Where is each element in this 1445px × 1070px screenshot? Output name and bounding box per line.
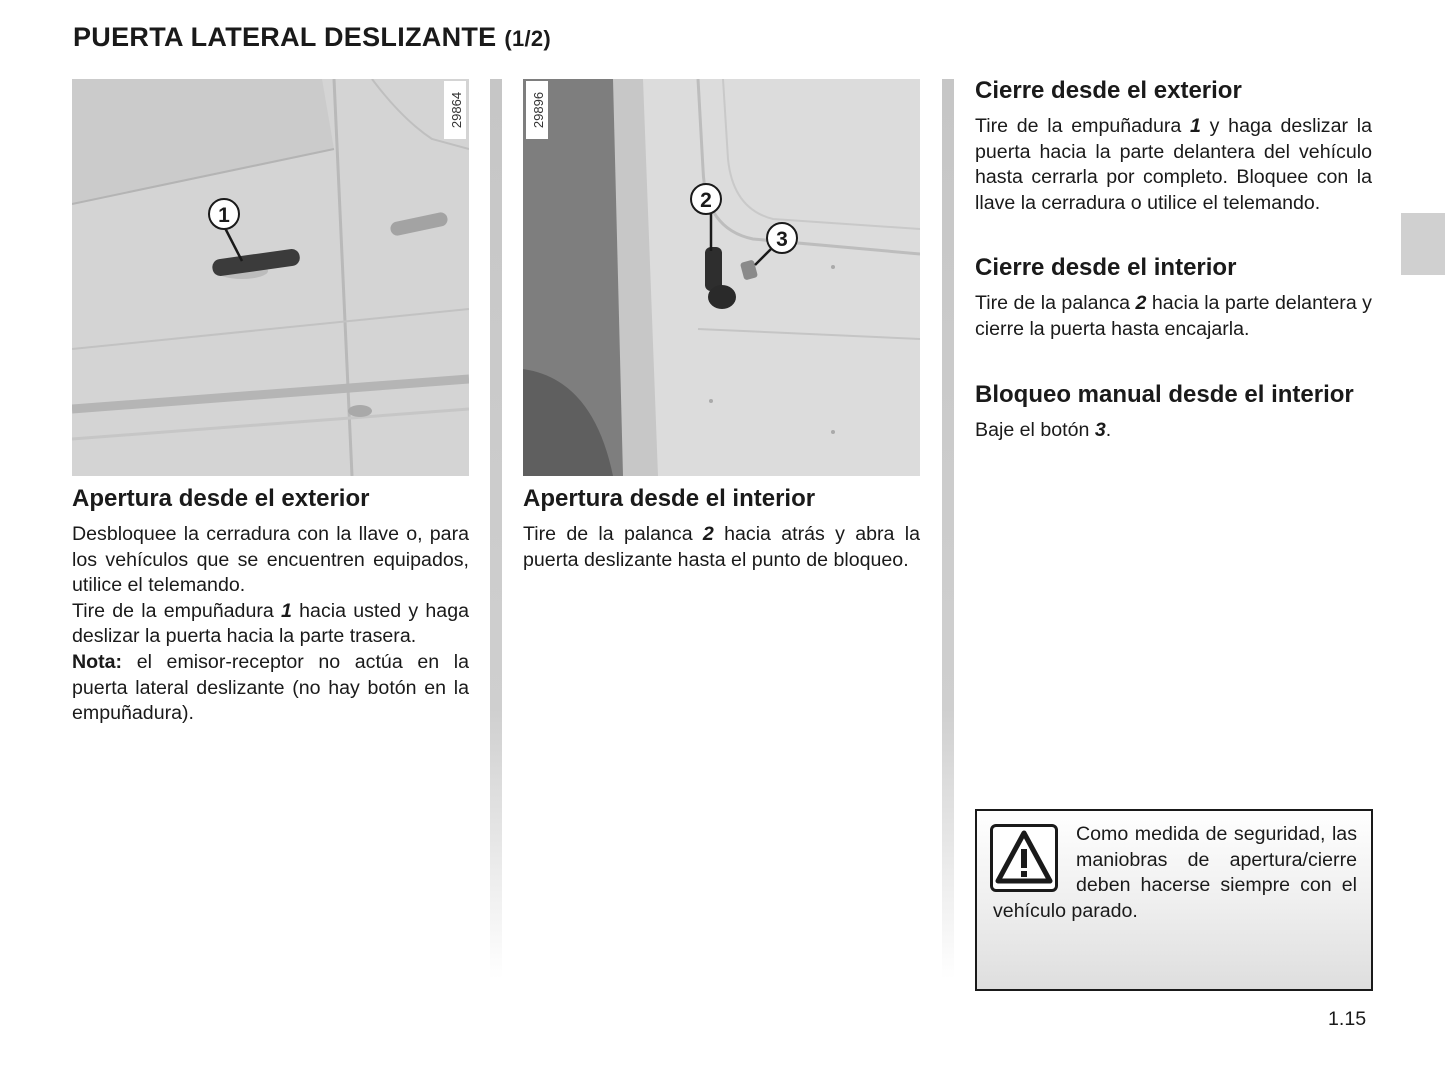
figure-ref-left: 29864 [449,91,464,129]
body-apertura-interior [523,522,920,573]
figure-ref-middle: 29896 [531,91,546,129]
column-divider-left [490,79,502,979]
heading-apertura-interior: Apertura desde el interior [523,485,816,512]
warning-text: Como medida de seguridad, las maniobras de apertura/cierre deben hacerse siempre con el vehículo parado. [993,823,1357,922]
page-title [73,22,551,53]
column-divider-right [942,79,954,979]
body-bloqueo-manual: Baje el botón 3. [975,418,1112,441]
note-label: Nota: [72,650,123,673]
body-cierre-interior: Tire de la palanca 2 hacia la parte delantera y cierre la puerta hasta encajarla. [975,292,1372,340]
ref-number: 3 [1094,418,1106,441]
callout-3: 3 [776,228,788,251]
ref-number: 1 [1190,115,1201,137]
body-apertura-exterior [72,522,469,727]
note-paragraph: Nota: el emisor-receptor no actúa en la puerta lateral deslizante (no hay botón en la empuñadura). [72,650,469,725]
paragraph: Tire de la empuñadura 1 hacia usted y haga deslizar la puerta hacia la parte trasera. [72,599,469,648]
heading-apertura-exterior: Apertura desde el exterior [72,485,370,512]
callout-1: 1 [218,204,230,227]
paragraph: Tire de la palanca 2 hacia atrás y abra la puerta deslizante hasta el punto de bloqueo. [523,523,920,571]
page-title-part: (1/2) [504,26,552,51]
ref-number: 1 [281,599,292,622]
warning-box [975,809,1373,991]
page-number: 1.15 [1328,1008,1367,1030]
ref-number: 2 [702,523,714,545]
heading-cierre-exterior: Cierre desde el exterior [975,77,1242,104]
figure-interior-lever [523,79,920,476]
column-left [72,483,469,727]
body-cierre-exterior: Tire de la empuñadura 1 y haga deslizar la puerta hacia la parte delantera del vehículo hasta cerrarla por completo. Bloquee con la llave la cerradura o utilice el telemando. [975,115,1372,214]
ref-number: 2 [1135,292,1147,315]
column-right [975,75,1372,443]
heading-bloqueo-manual: Bloqueo manual desde el interior [975,380,1354,408]
paragraph: Desbloquee la cerradura con la llave o, para los vehículos que se encuentren equipados, utilice el telemando. [72,523,469,597]
chapter-tab [1401,213,1445,275]
column-middle [523,483,920,573]
figure-exterior-handle [72,79,469,476]
heading-cierre-interior: Cierre desde el interior [975,254,1237,282]
callout-2: 2 [700,189,712,212]
page-title-main: PUERTA LATERAL DESLIZANTE [73,22,497,52]
